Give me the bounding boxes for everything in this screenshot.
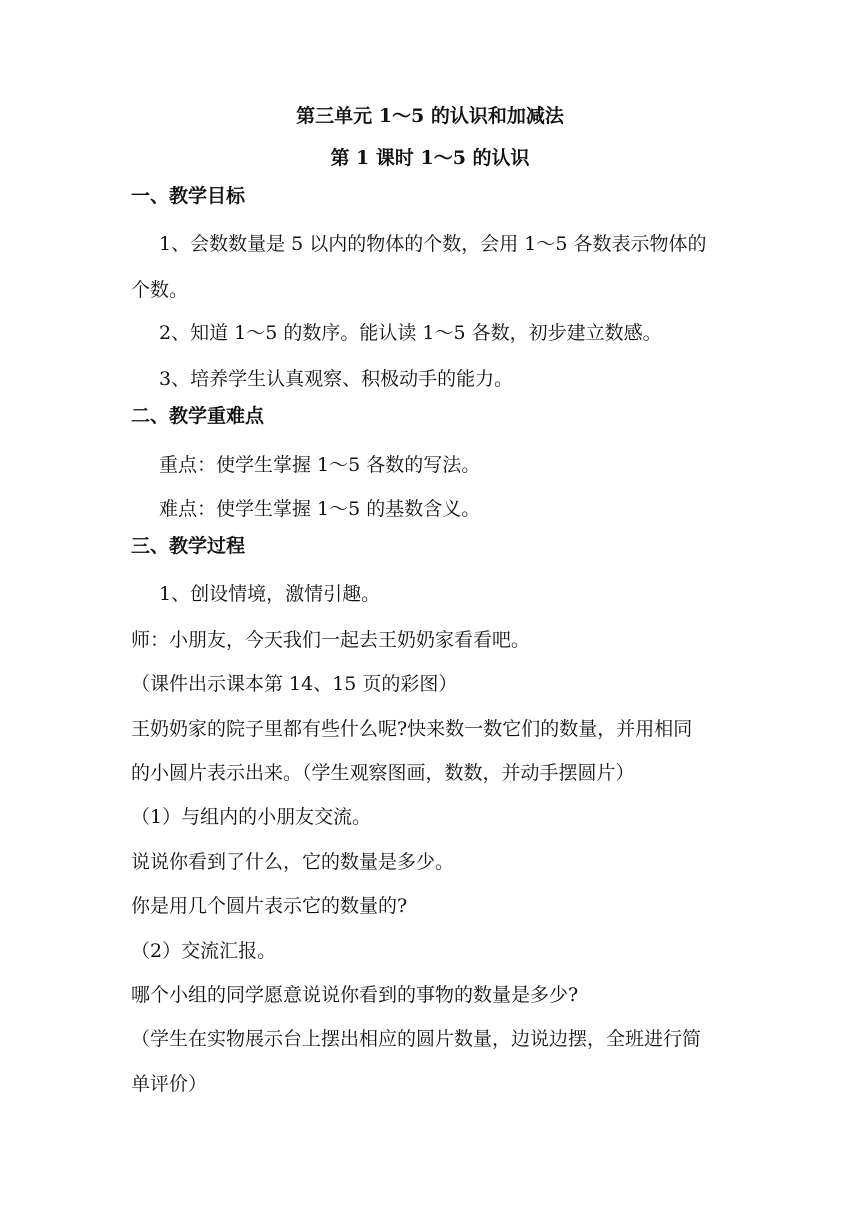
- keypoint-line: 重点：使学生掌握 1～5 各数的写法。: [159, 454, 481, 476]
- process-line-4: 王奶奶家的院子里都有些什么呢?快来数一数它们的数量，并用相同: [131, 718, 693, 740]
- objective-line-3: 3、培养学生认真观察、积极动手的能力。: [159, 368, 514, 390]
- process-line-1: 1、创设情境，激情引趣。: [159, 583, 381, 605]
- process-line-9: （2）交流汇报。: [131, 940, 277, 962]
- objective-line-1-cont: 个数。: [131, 279, 189, 301]
- process-line-10: 哪个小组的同学愿意说说你看到的事物的数量是多少?: [131, 984, 579, 1006]
- unit-title: 第三单元 1～5 的认识和加减法: [296, 105, 564, 127]
- process-line-5: 的小圆片表示出来。（学生观察图画，数数，并动手摆圆片）: [131, 762, 635, 784]
- process-line-8: 你是用几个圆片表示它的数量的?: [131, 895, 408, 917]
- section-heading-process: 三、教学过程: [131, 535, 246, 557]
- section-heading-objectives: 一、教学目标: [131, 185, 246, 207]
- objective-line-2: 2、知道 1～5 的数序。能认读 1～5 各数，初步建立数感。: [159, 322, 662, 344]
- process-line-3: （课件出示课本第 14、15 页的彩图）: [131, 673, 458, 695]
- section-heading-keypoints: 二、教学重难点: [131, 405, 265, 427]
- process-line-11: （学生在实物展示台上摆出相应的圆片数量，边说边摆，全班进行简: [131, 1028, 702, 1050]
- lesson-subtitle: 第 1 课时 1～5 的认识: [330, 147, 530, 169]
- process-line-6: （1）与组内的小朋友交流。: [131, 806, 372, 828]
- process-line-2: 师：小朋友，今天我们一起去王奶奶家看看吧。: [131, 629, 531, 651]
- objective-line-1: 1、会数数量是 5 以内的物体的个数，会用 1～5 各数表示物体的: [159, 233, 707, 255]
- difficulty-line: 难点：使学生掌握 1～5 的基数含义。: [159, 498, 481, 520]
- process-line-12: 单评价）: [131, 1073, 208, 1095]
- process-line-7: 说说你看到了什么，它的数量是多少。: [131, 851, 455, 873]
